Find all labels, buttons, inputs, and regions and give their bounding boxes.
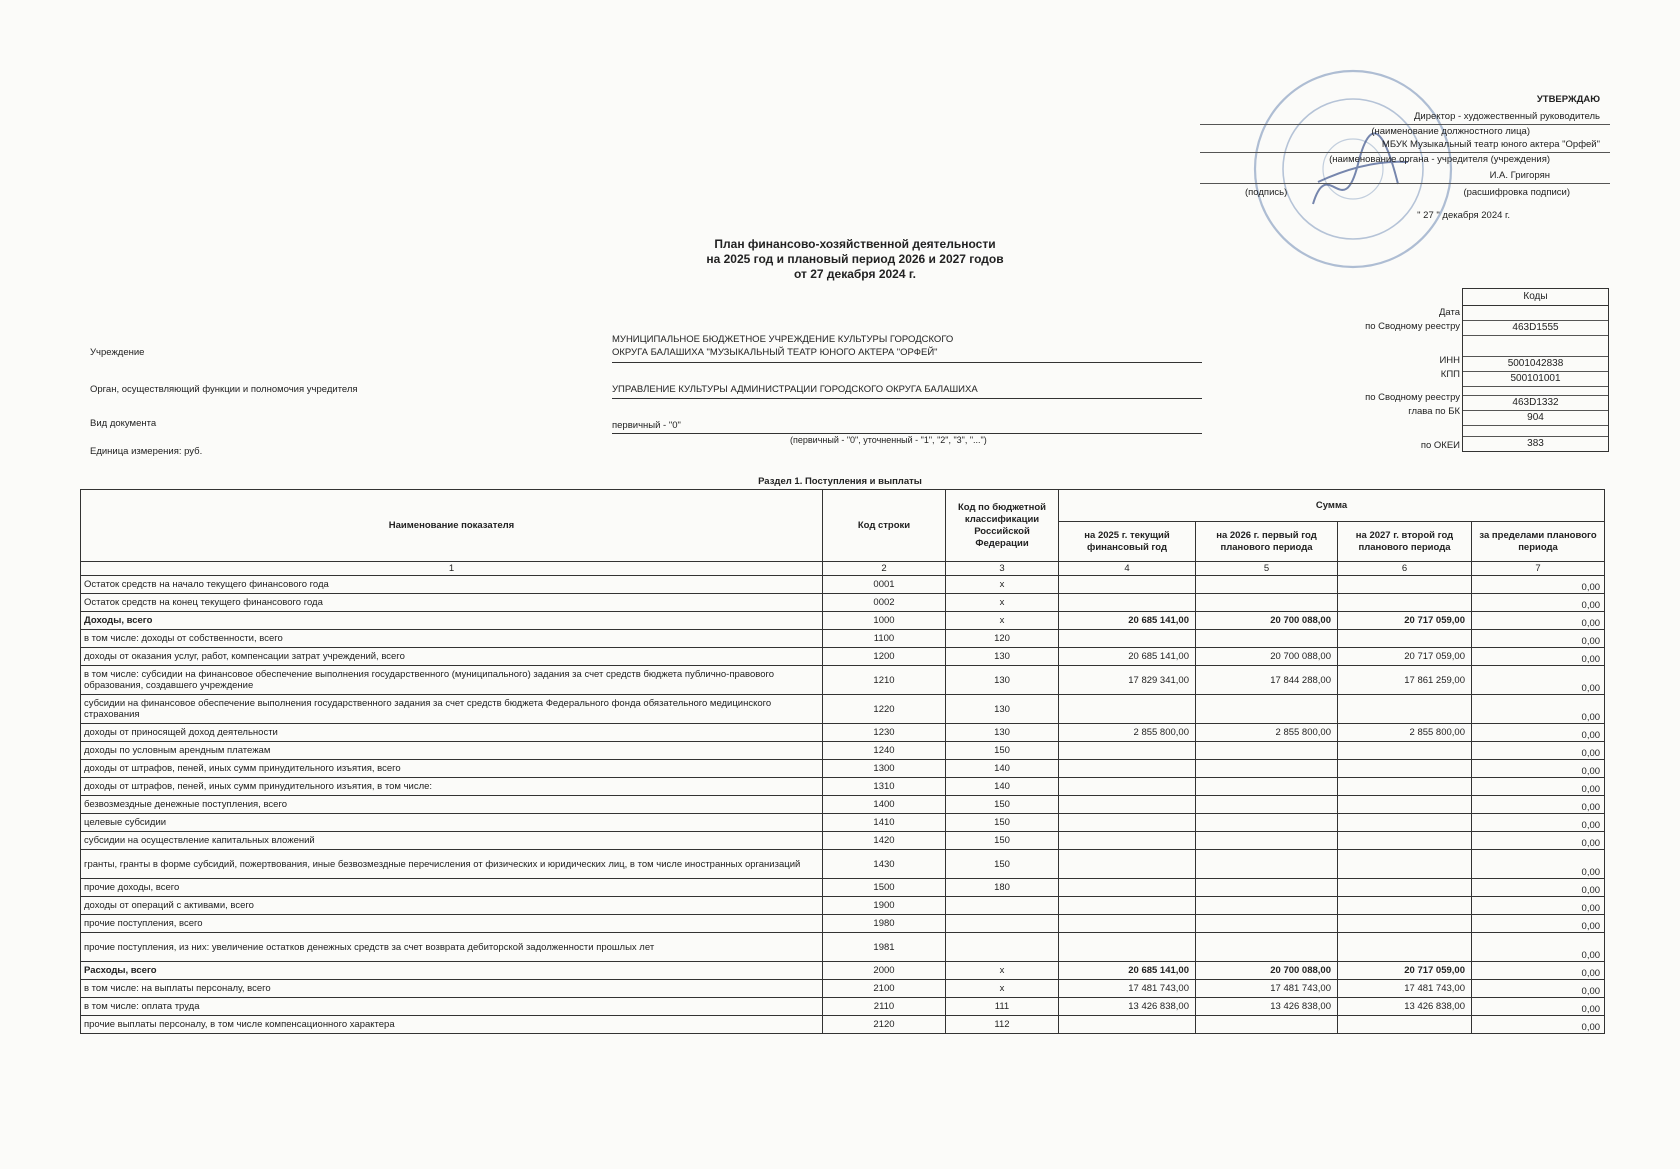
row-name: доходы от оказания услуг, работ, компенсации затрат учреждений, всего <box>81 648 823 666</box>
row-kbk <box>946 897 1059 915</box>
row-code: 1230 <box>823 724 946 742</box>
row-value-2027 <box>1338 630 1472 648</box>
row-name: доходы от операций с активами, всего <box>81 897 823 915</box>
row-value-2026 <box>1196 832 1338 850</box>
row-value-2026: 20 700 088,00 <box>1196 612 1338 630</box>
code-date <box>1463 306 1608 321</box>
row-code: 1300 <box>823 760 946 778</box>
row-value-2027 <box>1338 850 1472 879</box>
row-name: субсидии на осуществление капитальных вложений <box>81 832 823 850</box>
row-kbk: 130 <box>946 724 1059 742</box>
table-row <box>81 594 1605 612</box>
table-row <box>81 796 1605 814</box>
row-value-beyond: 0,00 <box>1472 576 1605 594</box>
table-row <box>81 879 1605 897</box>
header-2025: на 2025 г. текущий финансовый год <box>1059 522 1196 562</box>
table-row <box>81 612 1605 630</box>
row-code: 1100 <box>823 630 946 648</box>
col-number: 4 <box>1059 562 1196 576</box>
row-value-2027: 17 481 743,00 <box>1338 980 1472 998</box>
row-value-2027 <box>1338 576 1472 594</box>
row-value-2025 <box>1059 832 1196 850</box>
row-kbk: 130 <box>946 695 1059 724</box>
approval-position-hint: (наименование должностного лица) <box>1371 126 1530 137</box>
institution-line-2: ОКРУГА БАЛАШИХА "МУЗЫКАЛЬНЫЙ ТЕАТР ЮНОГО АКТЕРА "ОРФЕЙ" <box>612 347 938 358</box>
row-code: 1220 <box>823 695 946 724</box>
row-value-2025: 20 685 141,00 <box>1059 962 1196 980</box>
row-value-beyond: 0,00 <box>1472 933 1605 962</box>
income-expense-table <box>80 489 1605 1034</box>
row-name: в том числе: оплата труда <box>81 998 823 1016</box>
table-row <box>81 576 1605 594</box>
table-row <box>81 742 1605 760</box>
row-value-2025 <box>1059 630 1196 648</box>
approval-org-hint: (наименование органа - учредителя (учреждения) <box>1329 154 1550 165</box>
row-value-2025 <box>1059 933 1196 962</box>
row-value-beyond: 0,00 <box>1472 850 1605 879</box>
code-svod2: 463D1332 <box>1463 396 1608 411</box>
row-value-beyond: 0,00 <box>1472 814 1605 832</box>
row-kbk: 130 <box>946 648 1059 666</box>
row-code: 0002 <box>823 594 946 612</box>
row-value-beyond: 0,00 <box>1472 832 1605 850</box>
row-name: в том числе: субсидии на финансовое обеспечение выполнения государственного (муниципального) задания за счет средств бюджета публично-правового образования, создавшего учреждение <box>81 666 823 695</box>
table-row <box>81 630 1605 648</box>
row-code: 1900 <box>823 897 946 915</box>
row-value-2026 <box>1196 814 1338 832</box>
row-name: доходы от штрафов, пеней, иных сумм принудительного изъятия, всего <box>81 760 823 778</box>
table-row <box>81 850 1605 879</box>
row-value-2026 <box>1196 897 1338 915</box>
row-value-beyond: 0,00 <box>1472 778 1605 796</box>
row-value-2027 <box>1338 695 1472 724</box>
row-code: 1200 <box>823 648 946 666</box>
row-value-2026 <box>1196 1016 1338 1034</box>
row-value-2027: 2 855 800,00 <box>1338 724 1472 742</box>
table-row <box>81 897 1605 915</box>
row-value-2027 <box>1338 760 1472 778</box>
row-value-2027: 20 717 059,00 <box>1338 648 1472 666</box>
row-value-2026 <box>1196 778 1338 796</box>
row-value-2025 <box>1059 814 1196 832</box>
approval-org: МБУК Музыкальный театр юного актера "Орфей" <box>1381 139 1600 150</box>
row-value-2026 <box>1196 850 1338 879</box>
row-value-2025 <box>1059 1016 1196 1034</box>
header-2027: на 2027 г. второй год планового периода <box>1338 522 1472 562</box>
row-code: 1410 <box>823 814 946 832</box>
row-value-2026 <box>1196 915 1338 933</box>
row-value-2025: 20 685 141,00 <box>1059 648 1196 666</box>
row-value-beyond: 0,00 <box>1472 612 1605 630</box>
row-code: 0001 <box>823 576 946 594</box>
table-row <box>81 760 1605 778</box>
row-value-2026: 20 700 088,00 <box>1196 962 1338 980</box>
row-code: 1400 <box>823 796 946 814</box>
row-value-beyond: 0,00 <box>1472 1016 1605 1034</box>
row-code: 1240 <box>823 742 946 760</box>
row-value-2025 <box>1059 742 1196 760</box>
founder-value: УПРАВЛЕНИЕ КУЛЬТУРЫ АДМИНИСТРАЦИИ ГОРОДСКОГО ОКРУГА БАЛАШИХА <box>612 384 978 395</box>
row-value-2025: 17 829 341,00 <box>1059 666 1196 695</box>
row-value-2025: 13 426 838,00 <box>1059 998 1196 1016</box>
row-code: 1980 <box>823 915 946 933</box>
row-name: Остаток средств на начало текущего финансового года <box>81 576 823 594</box>
header-beyond: за пределами планового периода <box>1472 522 1605 562</box>
code-inn: 5001042838 <box>1463 357 1608 372</box>
row-kbk: 150 <box>946 814 1059 832</box>
row-value-2025 <box>1059 915 1196 933</box>
row-kbk <box>946 915 1059 933</box>
row-code: 1500 <box>823 879 946 897</box>
row-value-2027 <box>1338 915 1472 933</box>
approval-signer-hint: (расшифровка подписи) <box>1463 187 1570 198</box>
row-name: Доходы, всего <box>81 612 823 630</box>
row-value-2027 <box>1338 1016 1472 1034</box>
table-row <box>81 814 1605 832</box>
approval-position: Директор - художественный руководитель <box>1413 111 1600 122</box>
row-value-beyond: 0,00 <box>1472 980 1605 998</box>
founder-label: Орган, осуществляющий функции и полномочия учредителя <box>90 384 358 395</box>
row-name: прочие поступления, всего <box>81 915 823 933</box>
row-value-beyond: 0,00 <box>1472 915 1605 933</box>
doctype-label: Вид документа <box>90 418 157 429</box>
codes-header: Коды <box>1463 289 1608 306</box>
row-value-2027 <box>1338 933 1472 962</box>
row-kbk: x <box>946 980 1059 998</box>
row-name: прочие поступления, из них: увеличение остатков денежных средств за счет возврата дебиторской задолженности прошлых лет <box>81 933 823 962</box>
row-value-2025 <box>1059 760 1196 778</box>
approval-signature-hint: (подпись) <box>1245 187 1288 198</box>
table-row <box>81 933 1605 962</box>
code-label-glava: глава по БК <box>1408 406 1460 417</box>
col-number: 2 <box>823 562 946 576</box>
row-value-2027: 13 426 838,00 <box>1338 998 1472 1016</box>
row-value-2026 <box>1196 796 1338 814</box>
row-value-2027 <box>1338 814 1472 832</box>
row-name: Расходы, всего <box>81 962 823 980</box>
row-value-2025 <box>1059 695 1196 724</box>
row-code: 2100 <box>823 980 946 998</box>
row-value-2027 <box>1338 879 1472 897</box>
row-value-2025: 17 481 743,00 <box>1059 980 1196 998</box>
row-kbk: 150 <box>946 832 1059 850</box>
row-kbk <box>946 933 1059 962</box>
table-row <box>81 1016 1605 1034</box>
title-line-1: План финансово-хозяйственной деятельности <box>714 237 996 251</box>
row-name: субсидии на финансовое обеспечение выполнения государственного задания за счет средств бюджета Федерального фонда обязательного медицинского страхования <box>81 695 823 724</box>
code-label-kpp: КПП <box>1440 369 1460 380</box>
approval-signer-name: И.А. Григорян <box>1489 170 1550 181</box>
table-row <box>81 980 1605 998</box>
code-label-date: Дата <box>1438 307 1460 318</box>
row-value-2027 <box>1338 742 1472 760</box>
row-code: 2110 <box>823 998 946 1016</box>
row-code: 1420 <box>823 832 946 850</box>
row-code: 1210 <box>823 666 946 695</box>
row-kbk: 150 <box>946 742 1059 760</box>
row-value-2027 <box>1338 796 1472 814</box>
table-row <box>81 724 1605 742</box>
row-value-2025: 20 685 141,00 <box>1059 612 1196 630</box>
row-value-2026: 17 844 288,00 <box>1196 666 1338 695</box>
code-okei: 383 <box>1527 438 1544 449</box>
title-line-3: от 27 декабря 2024 г. <box>794 267 916 281</box>
approval-date: " 27 " декабря 2024 г. <box>1417 210 1510 221</box>
code-label-svod2: по Сводному реестру <box>1365 392 1460 403</box>
row-code: 1981 <box>823 933 946 962</box>
row-name: доходы по условным арендным платежам <box>81 742 823 760</box>
title-line-2: на 2025 год и плановый период 2026 и 2027 годов <box>706 252 1004 266</box>
row-name: безвозмездные денежные поступления, всего <box>81 796 823 814</box>
row-value-2026: 2 855 800,00 <box>1196 724 1338 742</box>
row-value-2026 <box>1196 695 1338 724</box>
code-glava: 904 <box>1463 411 1608 426</box>
row-value-2026 <box>1196 576 1338 594</box>
row-code: 2120 <box>823 1016 946 1034</box>
col-number: 1 <box>81 562 823 576</box>
row-value-beyond: 0,00 <box>1472 594 1605 612</box>
row-value-2026 <box>1196 879 1338 897</box>
row-kbk: x <box>946 612 1059 630</box>
row-value-beyond: 0,00 <box>1472 760 1605 778</box>
seal-stamp <box>1248 64 1458 274</box>
row-kbk: x <box>946 962 1059 980</box>
row-value-2026: 13 426 838,00 <box>1196 998 1338 1016</box>
row-kbk: 120 <box>946 630 1059 648</box>
row-name: Остаток средств на конец текущего финансового года <box>81 594 823 612</box>
row-value-2026 <box>1196 760 1338 778</box>
approve-title: УТВЕРЖДАЮ <box>1536 94 1600 105</box>
column-numbers-row <box>81 562 1605 576</box>
row-value-beyond: 0,00 <box>1472 879 1605 897</box>
row-name: доходы от штрафов, пеней, иных сумм принудительного изъятия, в том числе: <box>81 778 823 796</box>
codes-box <box>1462 288 1609 452</box>
row-name: в том числе: доходы от собственности, всего <box>81 630 823 648</box>
row-name: в том числе: на выплаты персоналу, всего <box>81 980 823 998</box>
header-name: Наименование показателя <box>81 490 823 562</box>
col-number: 6 <box>1338 562 1472 576</box>
row-value-2026 <box>1196 742 1338 760</box>
table-row <box>81 915 1605 933</box>
row-value-beyond: 0,00 <box>1472 695 1605 724</box>
row-value-2025 <box>1059 576 1196 594</box>
row-value-2025 <box>1059 796 1196 814</box>
row-code: 1430 <box>823 850 946 879</box>
code-kpp: 500101001 <box>1463 372 1608 387</box>
code-label-okei: по ОКЕИ <box>1420 440 1460 451</box>
document-title <box>615 237 1095 282</box>
doctype-hint: (первичный - "0", уточненный - "1", "2", "3", "...") <box>790 435 987 445</box>
table-row <box>81 666 1605 695</box>
row-code: 1000 <box>823 612 946 630</box>
row-name: прочие доходы, всего <box>81 879 823 897</box>
row-value-2026: 17 481 743,00 <box>1196 980 1338 998</box>
row-value-beyond: 0,00 <box>1472 796 1605 814</box>
doctype-value: первичный - "0" <box>612 420 681 431</box>
row-value-2027: 20 717 059,00 <box>1338 612 1472 630</box>
row-value-2025 <box>1059 594 1196 612</box>
row-value-2025 <box>1059 850 1196 879</box>
section-title: Раздел 1. Поступления и выплаты <box>758 476 922 487</box>
row-value-2027: 20 717 059,00 <box>1338 962 1472 980</box>
row-name: целевые субсидии <box>81 814 823 832</box>
institution-label: Учреждение <box>90 347 145 358</box>
row-value-2026: 20 700 088,00 <box>1196 648 1338 666</box>
row-value-2025 <box>1059 879 1196 897</box>
col-number: 3 <box>946 562 1059 576</box>
table-row <box>81 695 1605 724</box>
row-kbk: 140 <box>946 778 1059 796</box>
row-value-2026 <box>1196 594 1338 612</box>
institution-line-1: МУНИЦИПАЛЬНОЕ БЮДЖЕТНОЕ УЧРЕЖДЕНИЕ КУЛЬТУРЫ ГОРОДСКОГО <box>612 334 954 345</box>
row-value-2025 <box>1059 778 1196 796</box>
row-value-2027 <box>1338 594 1472 612</box>
col-number: 5 <box>1196 562 1338 576</box>
header-kbk: Код по бюджетной классификации Российской Федерации <box>946 490 1059 562</box>
row-code: 2000 <box>823 962 946 980</box>
table-row <box>81 998 1605 1016</box>
row-kbk: x <box>946 594 1059 612</box>
col-number: 7 <box>1472 562 1605 576</box>
table-row <box>81 962 1605 980</box>
row-kbk: 180 <box>946 879 1059 897</box>
row-value-beyond: 0,00 <box>1472 998 1605 1016</box>
row-value-beyond: 0,00 <box>1472 666 1605 695</box>
row-value-beyond: 0,00 <box>1472 962 1605 980</box>
row-kbk: x <box>946 576 1059 594</box>
row-value-2025 <box>1059 897 1196 915</box>
table-row <box>81 832 1605 850</box>
row-value-beyond: 0,00 <box>1472 724 1605 742</box>
code-label-inn: ИНН <box>1439 355 1460 366</box>
row-value-2027: 17 861 259,00 <box>1338 666 1472 695</box>
row-kbk: 130 <box>946 666 1059 695</box>
row-name: гранты, гранты в форме субсидий, пожертвования, иные безвозмездные перечисления от физических и юридических лиц, в том числе иностранных организаций <box>81 850 823 879</box>
table-row <box>81 778 1605 796</box>
row-kbk: 150 <box>946 796 1059 814</box>
header-sum: Сумма <box>1059 490 1605 522</box>
row-value-beyond: 0,00 <box>1472 897 1605 915</box>
row-value-2027 <box>1338 832 1472 850</box>
code-label-svod1: по Сводному реестру <box>1365 321 1460 332</box>
row-value-beyond: 0,00 <box>1472 648 1605 666</box>
row-code: 1310 <box>823 778 946 796</box>
code-svod1: 463D1555 <box>1463 321 1608 336</box>
row-name: доходы от приносящей доход деятельности <box>81 724 823 742</box>
header-2026: на 2026 г. первый год планового периода <box>1196 522 1338 562</box>
row-kbk: 150 <box>946 850 1059 879</box>
row-value-2027 <box>1338 897 1472 915</box>
row-name: прочие выплаты персоналу, в том числе компенсационного характера <box>81 1016 823 1034</box>
row-kbk: 111 <box>946 998 1059 1016</box>
table-row <box>81 648 1605 666</box>
row-value-beyond: 0,00 <box>1472 742 1605 760</box>
row-value-2027 <box>1338 778 1472 796</box>
row-value-2026 <box>1196 630 1338 648</box>
row-kbk: 140 <box>946 760 1059 778</box>
header-code: Код строки <box>823 490 946 562</box>
row-kbk: 112 <box>946 1016 1059 1034</box>
unit-label: Единица измерения: руб. <box>90 446 203 457</box>
row-value-beyond: 0,00 <box>1472 630 1605 648</box>
row-value-2026 <box>1196 933 1338 962</box>
row-value-2025: 2 855 800,00 <box>1059 724 1196 742</box>
